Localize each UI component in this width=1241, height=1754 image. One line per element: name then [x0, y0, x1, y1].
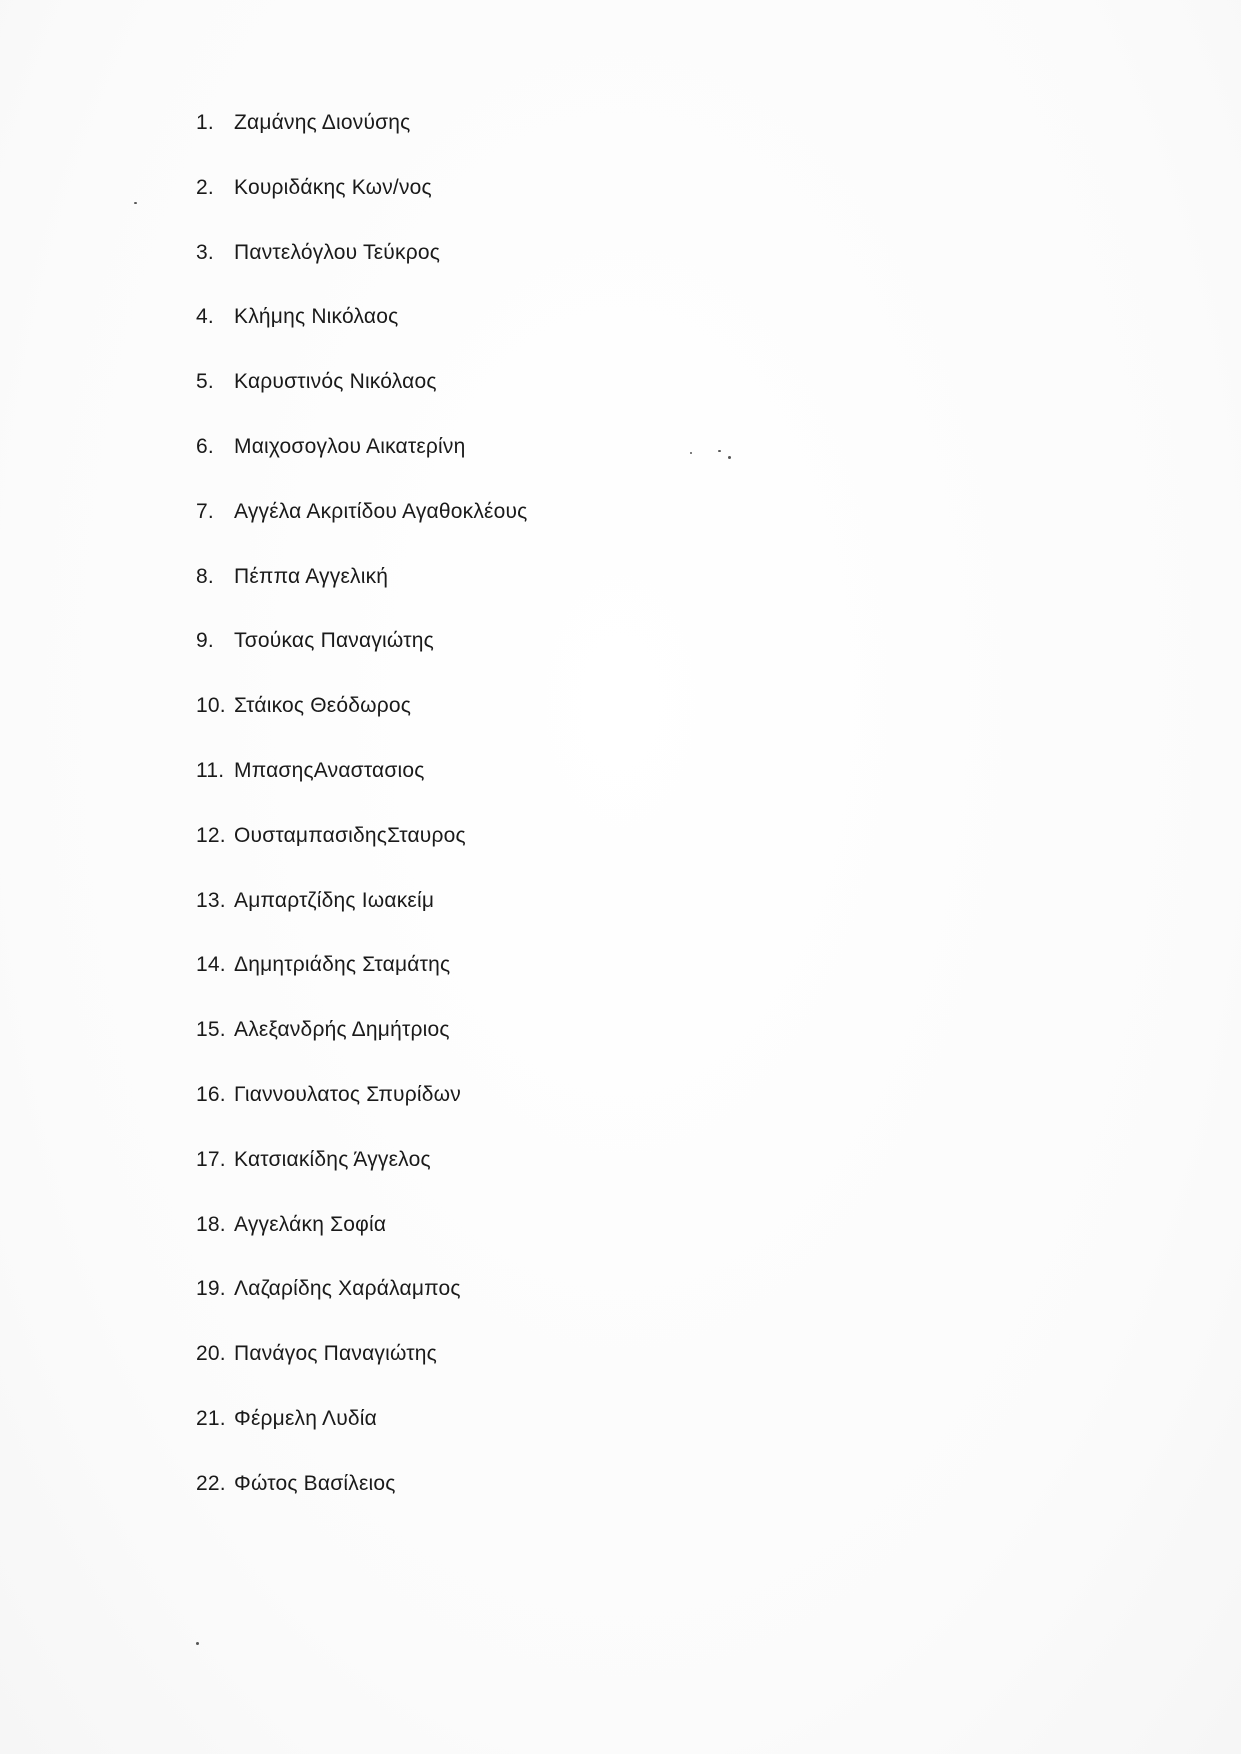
- list-item: [196, 365, 527, 430]
- scan-speck: [690, 452, 692, 454]
- item-number: 10.: [196, 694, 226, 718]
- item-name: Κατσιακίδης Άγγελος: [234, 1147, 431, 1171]
- list-item: [196, 1402, 527, 1467]
- scan-speck: [196, 1642, 199, 1645]
- list-item: [196, 1078, 527, 1143]
- item-name: Πανάγος Παναγιώτης: [234, 1342, 437, 1366]
- item-number: 17.: [196, 1147, 226, 1171]
- item-number: 1.: [196, 111, 214, 134]
- list-item: [196, 884, 527, 949]
- list-item: [196, 1272, 527, 1337]
- item-name: ΜπασηςΑναστασιος: [234, 758, 425, 782]
- item-number: 12.: [196, 823, 226, 847]
- item-name: Δημητριάδης Σταμάτης: [234, 953, 451, 977]
- item-number: 9.: [196, 629, 214, 653]
- item-name: Ζαμάνης Διονύσης: [234, 111, 411, 134]
- item-name: Αλεξανδρής Δημήτριος: [234, 1018, 450, 1042]
- item-name: Αγγέλα Ακριτίδου Αγαθοκλέους: [234, 499, 528, 523]
- list-item: [196, 430, 527, 495]
- item-number: 5.: [196, 370, 214, 394]
- item-name: Αμπαρτζίδης Ιωακείμ: [234, 888, 435, 912]
- item-number: 14.: [196, 953, 226, 977]
- list-item: [196, 689, 527, 754]
- list-item: [196, 171, 527, 236]
- item-name: Τσούκας Παναγιώτης: [234, 629, 434, 653]
- item-number: 4.: [196, 305, 214, 329]
- item-number: 11.: [196, 758, 225, 782]
- item-name: ΟυσταμπασιδηςΣταυρος: [234, 823, 466, 847]
- item-name: Αγγελάκη Σοφία: [234, 1212, 387, 1236]
- item-number: 21.: [196, 1406, 226, 1430]
- list-item: [196, 300, 527, 365]
- item-name: Πέππα Αγγελική: [234, 564, 389, 588]
- list-item: [196, 495, 527, 560]
- item-name: Κλήμης Νικόλαος: [234, 305, 399, 329]
- item-number: 2.: [196, 175, 214, 199]
- scan-speck: [134, 202, 137, 204]
- item-number: 8.: [196, 564, 214, 588]
- item-name: Καρυστινός Νικόλαος: [234, 370, 437, 394]
- item-number: 3.: [196, 240, 214, 264]
- item-number: 20.: [196, 1342, 226, 1366]
- list-item: [196, 754, 527, 819]
- item-number: 16.: [196, 1082, 226, 1106]
- list-item: [196, 1467, 527, 1532]
- item-number: 7.: [196, 499, 214, 523]
- list-item: [196, 624, 527, 689]
- list-item: [196, 106, 527, 171]
- item-name: Κουριδάκης Κων/νος: [234, 175, 432, 199]
- item-name: Λαζαρίδης Χαράλαμπος: [234, 1277, 461, 1301]
- item-name: Στάικος Θεόδωρος: [234, 694, 412, 718]
- scan-speck: [728, 456, 731, 459]
- item-name: Παντελόγλου Τεύκρος: [234, 240, 441, 264]
- list-item: [196, 560, 527, 625]
- list-item: [196, 1208, 527, 1273]
- scan-speck: [718, 450, 721, 452]
- list-item: [196, 1337, 527, 1402]
- list-item: [196, 1143, 527, 1208]
- item-number: 6.: [196, 434, 214, 458]
- list-item: [196, 236, 527, 301]
- item-name: Φώτος Βασίλειος: [234, 1471, 396, 1495]
- name-list: [196, 106, 527, 1532]
- list-item: [196, 1013, 527, 1078]
- item-name: Γιαννουλατος Σπυρίδων: [234, 1082, 461, 1106]
- list-item: [196, 819, 527, 884]
- item-name: Μαιχοσογλου Αικατερίνη: [234, 434, 466, 458]
- list-item: [196, 948, 527, 1013]
- item-name: Φέρμελη Λυδία: [234, 1406, 377, 1430]
- item-number: 15.: [196, 1018, 226, 1042]
- item-number: 13.: [196, 888, 226, 912]
- item-number: 19.: [196, 1277, 226, 1301]
- item-number: 18.: [196, 1212, 226, 1236]
- item-number: 22.: [196, 1471, 226, 1495]
